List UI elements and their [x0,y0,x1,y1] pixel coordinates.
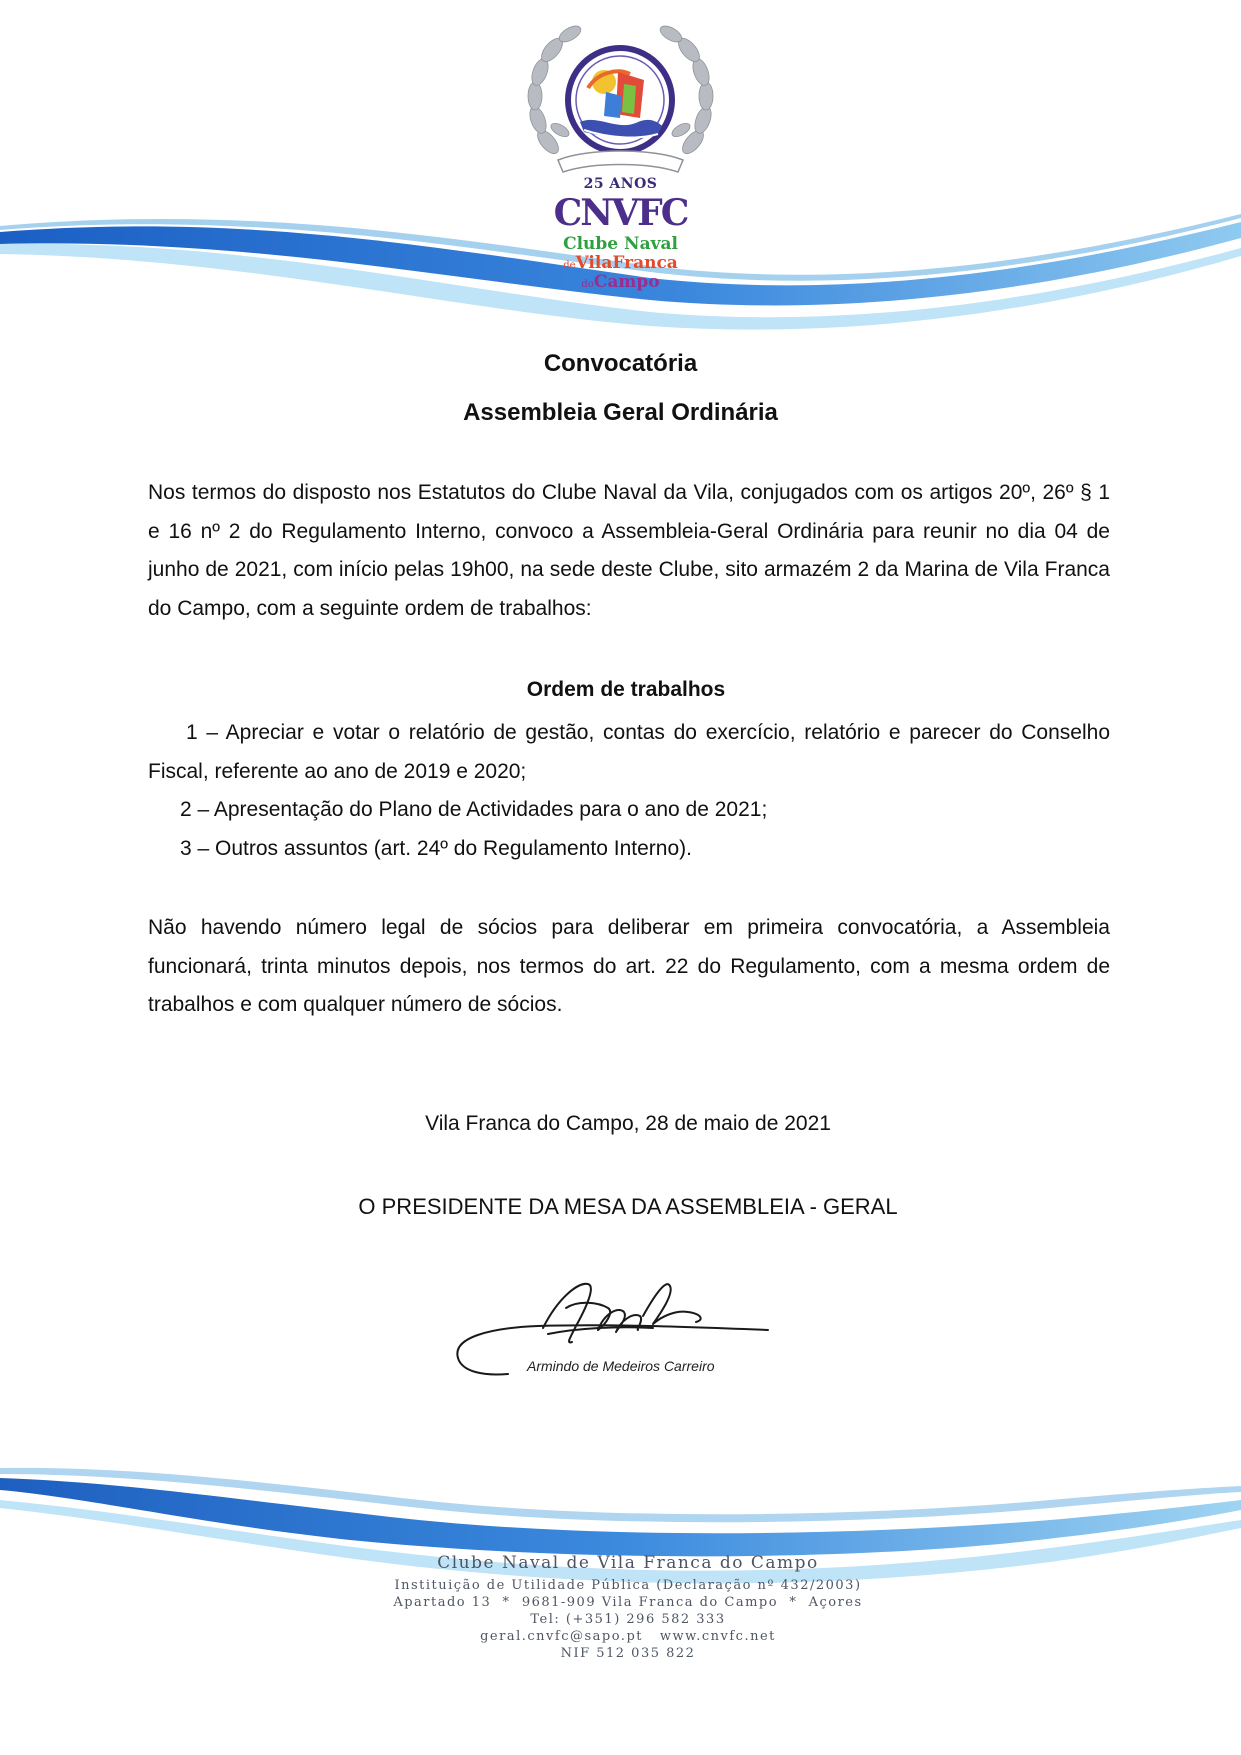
club-logo [518,22,723,292]
logo-line-2-prefix: de [563,260,576,271]
signatory-name: Armindo de Medeiros Carreiro [527,1358,715,1374]
place-and-date: Vila Franca do Campo, 28 de maio de 2021 [425,1112,831,1135]
document-title: Convocatória [543,350,698,377]
logo-line-1: Clube Naval [563,234,678,254]
footer-address: Apartado 13 * 9681-909 Vila Franca do Campo * Açores [393,1595,863,1610]
agenda-item-1: 1 – Apreciar e votar o relatório de gestão, contas do exercício, relatório e parecer do Conselho Fiscal, referente ao ano de 2019 e 2020; [148,721,1110,783]
handwritten-signature [448,1268,810,1393]
logo-line-2-text: VilaFranca [575,253,678,273]
logo-line-3 [518,272,723,292]
footer-status: Instituição de Utilidade Pública (Declaração nº 432/2003) [394,1578,862,1593]
footer-nif: NIF 512 035 822 [560,1646,696,1661]
footer-org-name: Clube Naval de Vila Franca do Campo [437,1553,819,1573]
logo-line-2 [518,253,723,273]
logo-line-3-text: Campo [593,272,660,292]
logo-line-3-prefix: do [581,279,594,290]
footer-contacts: geral.cnvfc@sapo.pt www.cnvfc.net [480,1629,776,1644]
footer-phone: Tel: (+351) 296 582 333 [530,1612,726,1627]
agenda-item-2: 2 – Apresentação do Plano de Actividades para o ano de 2021; [180,798,768,821]
agenda-item-3: 3 – Outros assuntos (art. 24º do Regulamento Interno). [180,837,692,860]
laurel-emblem [518,22,723,182]
intro-paragraph: Nos termos do disposto nos Estatutos do Clube Naval da Vila, conjugados com os artigos 20º, 26º § 1 e 16 nº 2 do Regulamento Interno, convoco a Assembleia-Geral Ordinária para reunir no dia 04 de junho de 2021, com início pelas 19h00, na sede deste Clube, sito armazém 2 da Marina de Vila Franca do Campo, com a seguinte ordem de trabalhos: [148,481,1110,620]
signatory-title: O PRESIDENTE DA MESA DA ASSEMBLEIA - GERAL [358,1194,898,1219]
logo-acronym: CNVFC [553,192,688,234]
logo-years: 25 ANOS [583,176,658,192]
document-subtitle: Assembleia Geral Ordinária [463,399,778,426]
quorum-paragraph: Não havendo número legal de sócios para deliberar em primeira convocatória, a Assembleia funcionará, trinta minutos depois, nos termos do art. 22 do Regulamento, com a mesma ordem de trabalhos e com qualquer número de sócios. [148,916,1110,1016]
agenda-heading: Ordem de trabalhos [526,678,726,701]
